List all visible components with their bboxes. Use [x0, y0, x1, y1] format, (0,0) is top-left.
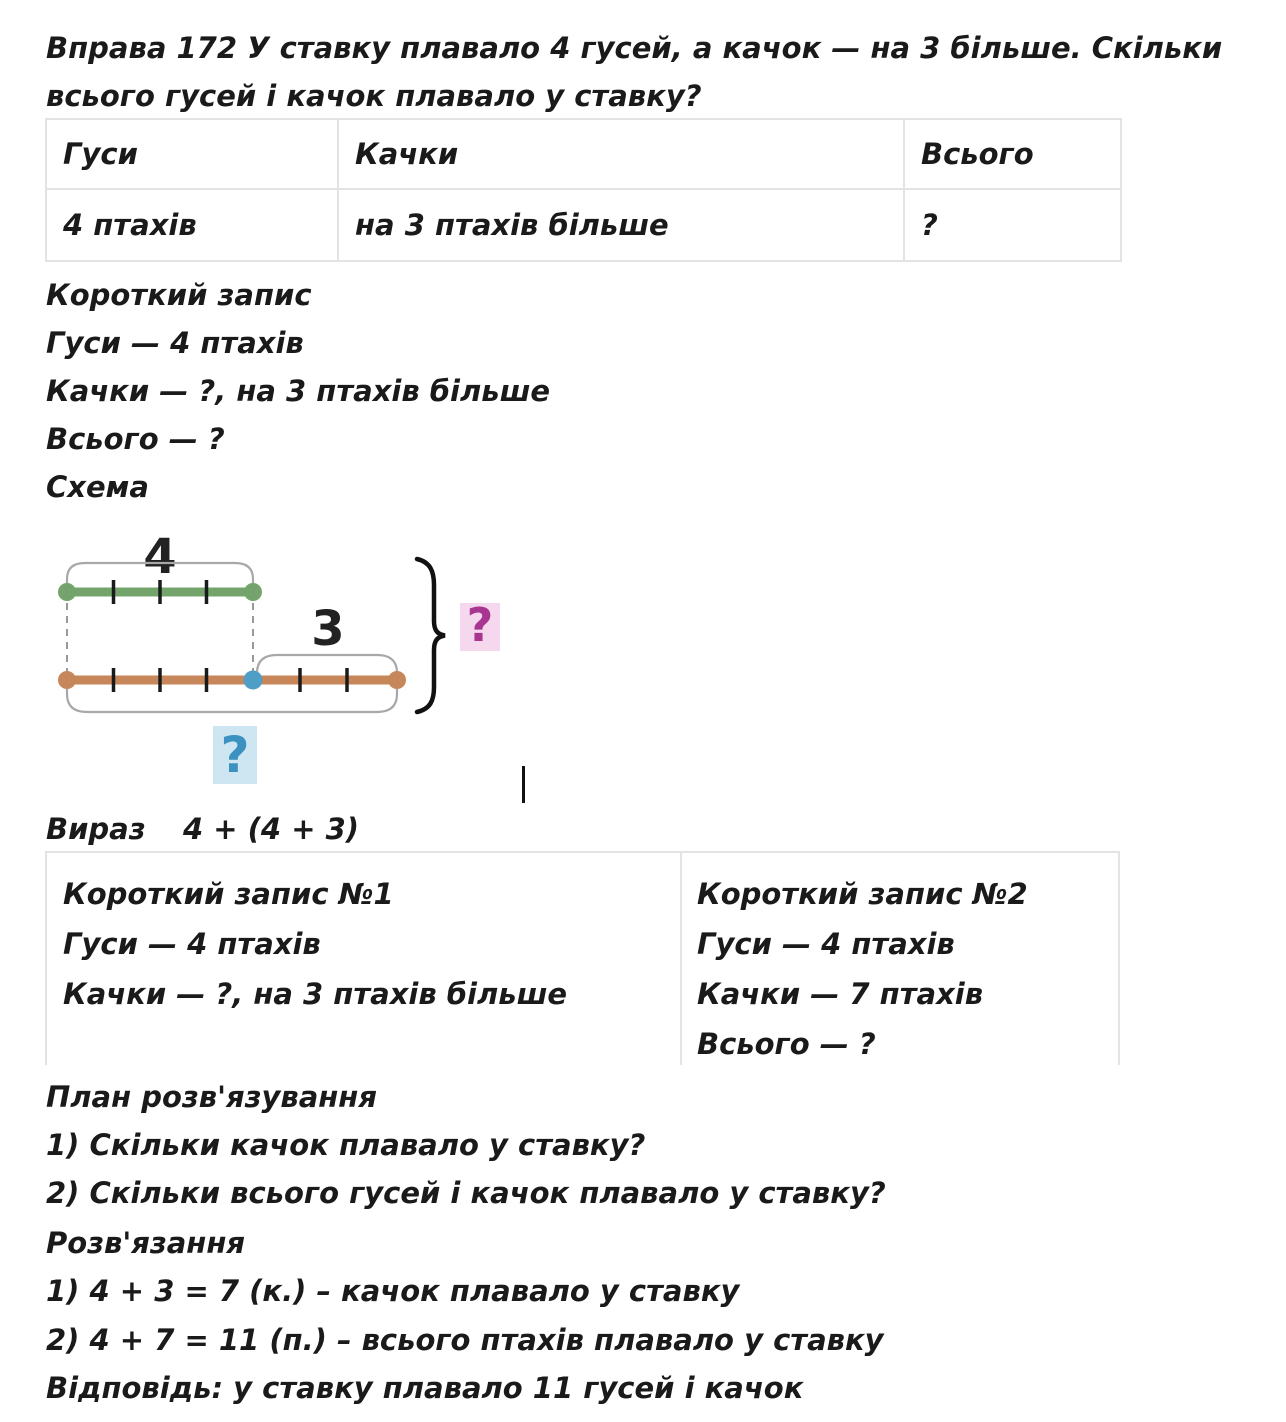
text-cursor: [522, 766, 525, 803]
short-record-2-line-ducks: Качки — 7 птахів: [697, 977, 984, 1011]
geese-count-label: 4: [143, 529, 177, 585]
col-header-geese: Гуси: [46, 119, 338, 189]
short-record-heading: Короткий запис: [46, 278, 312, 312]
table-row: [46, 189, 1121, 261]
cell-geese-value: 4 птахів: [46, 189, 338, 261]
geese-bar-right-dot: [244, 583, 262, 601]
solution-step-1: 1) 4 + 3 = 7 (к.) – качок плавало у ставку: [46, 1274, 740, 1308]
col-header-ducks: Качки: [338, 119, 904, 189]
ducks-bar-join-dot: [244, 671, 263, 690]
total-question-mark: ?: [466, 598, 494, 652]
short-record-2-line-total: Всього — ?: [697, 1027, 876, 1061]
short-record-1-heading: Короткий запис №1: [63, 877, 394, 911]
schema-heading: Схема: [46, 470, 149, 504]
table-header-row: [46, 119, 1121, 189]
cell-total-value: ?: [904, 189, 1121, 261]
expression-value: 4 + (4 + 3): [183, 812, 360, 846]
schema-diagram: [40, 515, 560, 810]
bracket-under-total: [67, 689, 397, 712]
short-record-variants-table: [45, 851, 1120, 1065]
plan-item-1: 1) Скільки качок плавало у ставку?: [46, 1128, 646, 1162]
cell-ducks-value: на 3 птахів більше: [338, 189, 904, 261]
expression-label: Вираз: [46, 812, 146, 846]
short-record-line-total: Всього — ?: [46, 422, 225, 456]
short-record-2-heading: Короткий запис №2: [697, 877, 1028, 911]
total-brace: [417, 559, 445, 712]
solution-answer: Відповідь: у ставку плавало 11 гусей і качок: [46, 1371, 804, 1405]
bracket-over-extra: [257, 655, 397, 679]
exercise-title: Вправа 172 У ставку плавало 4 гусей, а качок — на 3 більше. Скільки всього гусей і качок плавало у ставку?: [46, 31, 1223, 113]
solution-heading: Розв'язання: [46, 1226, 245, 1260]
ducks-bar-right-dot: [388, 671, 406, 689]
solution-step-2: 2) 4 + 7 = 11 (п.) – всього птахів плавало у ставку: [46, 1323, 884, 1357]
short-record-2-cell: [682, 853, 1118, 1065]
short-record-1-line-ducks: Качки — ?, на 3 птахів більше: [63, 977, 568, 1011]
ducks-bar-left-dot: [58, 671, 76, 689]
condition-table: [45, 118, 1122, 262]
col-header-total: Всього: [904, 119, 1121, 189]
more-count-label: 3: [311, 601, 345, 657]
plan-item-2: 2) Скільки всього гусей і качок плавало у ставку?: [46, 1176, 886, 1210]
short-record-1-cell: [47, 853, 682, 1065]
geese-bar-left-dot: [58, 583, 76, 601]
plan-heading: План розв'язування: [46, 1080, 377, 1114]
short-record-1-line-geese: Гуси — 4 птахів: [63, 927, 321, 961]
short-record-line-ducks: Качки — ?, на 3 птахів більше: [46, 374, 551, 408]
short-record-2-line-geese: Гуси — 4 птахів: [697, 927, 955, 961]
short-record-line-geese: Гуси — 4 птахів: [46, 326, 304, 360]
ducks-question-mark: ?: [220, 726, 250, 784]
